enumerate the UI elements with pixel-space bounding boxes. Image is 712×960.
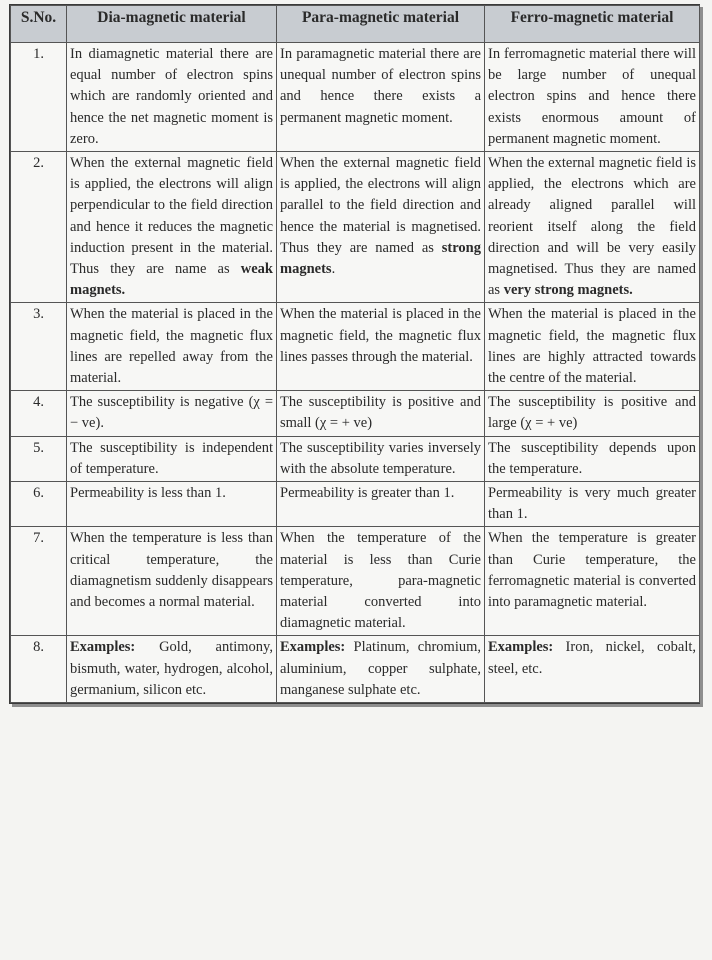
examples-label: Examples: — [70, 639, 136, 656]
ferro-cell: Permeability is very much greater than 1. — [485, 482, 700, 527]
magnetic-materials-table — [10, 5, 700, 703]
row-number: 4. — [11, 391, 67, 436]
ferro-cell: When the material is placed in the magnetic field, the magnetic flux lines are highly attracted towards the centre of the material. — [485, 303, 700, 391]
ferro-cell: When the temperature is greater than Curie temperature, the ferromagnetic material is converted into paramagnetic material. — [485, 527, 700, 636]
row-number: 1. — [11, 43, 67, 152]
header-sno: S.No. — [11, 6, 67, 43]
table-row — [11, 152, 700, 303]
header-ferro: Ferro-magnetic material — [485, 6, 700, 43]
para-cell: The susceptibility varies inversely with the absolute temperature. — [277, 436, 485, 481]
dia-text: When the external magnetic field is applied, the electrons will align perpendicular to the field direction and hence it reduces the magnetic induction present in the material. Thus they are name as — [70, 155, 273, 278]
dia-cell: When the material is placed in the magnetic field, the magnetic flux lines are repelled away from the material. — [67, 303, 277, 391]
ferro-cell — [485, 636, 700, 703]
dia-cell: When the temperature is less than critical temperature, the diamagnetism suddenly disappears and becomes a normal material. — [67, 527, 277, 636]
comparison-table-frame — [9, 4, 700, 704]
table-row — [11, 527, 700, 636]
dia-cell — [67, 636, 277, 703]
para-cell: The susceptibility is positive and small (χ = + ve) — [277, 391, 485, 436]
row-number: 5. — [11, 436, 67, 481]
dia-cell: The susceptibility is negative (χ = − ve). — [67, 391, 277, 436]
dia-keyword: weak magnets. — [70, 261, 273, 299]
header-row — [11, 6, 700, 43]
table-row — [11, 436, 700, 481]
header-dia: Dia-magnetic material — [67, 6, 277, 43]
para-examples: Platinum, chromium, aluminium, copper sulphate, manganese sulphate etc. — [280, 639, 481, 698]
ferro-keyword: very strong magnets. — [503, 282, 633, 299]
dia-cell: The susceptibility is independent of temperature. — [67, 436, 277, 481]
row-number: 7. — [11, 527, 67, 636]
para-cell: Permeability is greater than 1. — [277, 482, 485, 527]
para-text: When the external magnetic field is applied, the electrons will align parallel to the field direction and hence the material is magnetised. Thus they are named as — [280, 155, 481, 256]
para-keyword: strong magnets — [280, 239, 481, 278]
header-para: Para-magnetic material — [277, 6, 485, 43]
table-row — [11, 482, 700, 527]
table-row — [11, 636, 700, 703]
dia-cell: Permeability is less than 1. — [67, 482, 277, 527]
para-cell: When the material is placed in the magnetic field, the magnetic flux lines passes through the material. — [277, 303, 485, 391]
row-number: 6. — [11, 482, 67, 527]
ferro-cell — [485, 152, 700, 303]
table-row — [11, 303, 700, 391]
ferro-cell: The susceptibility is positive and large (χ = + ve) — [485, 391, 700, 436]
para-cell — [277, 152, 485, 303]
examples-label: Examples: — [488, 639, 554, 656]
table-row — [11, 391, 700, 436]
para-tail: . — [331, 261, 336, 278]
ferro-cell: In ferromagnetic material there will be large number of unequal electron spins and hence there exists enormous amount of permanent magnetic moment. — [485, 43, 700, 152]
dia-examples: Gold, antimony, bismuth, water, hydrogen, alcohol, germanium, silicon etc. — [70, 639, 273, 698]
table-row — [11, 43, 700, 152]
ferro-examples: Iron, nickel, cobalt, steel, etc. — [488, 639, 697, 677]
row-number: 2. — [11, 152, 67, 303]
examples-label: Examples: — [280, 639, 346, 656]
row-number: 3. — [11, 303, 67, 391]
para-cell: When the temperature of the material is less than Curie temperature, para-magnetic material converted into diamagnetic material. — [277, 527, 485, 636]
ferro-cell: The susceptibility depends upon the temperature. — [485, 436, 700, 481]
ferro-text: When the external magnetic field is applied, the electrons which are already aligned parallel will reorient itself along the field direction and will be very easily magnetised. Thus they are named as — [488, 155, 696, 299]
dia-cell: In diamagnetic material there are equal number of electron spins which are randomly oriented and hence the net magnetic moment is zero. — [67, 43, 277, 152]
para-cell — [277, 636, 485, 703]
para-cell: In paramagnetic material there are unequal number of electron spins and hence there exists a permanent magnetic moment. — [277, 43, 485, 152]
row-number: 8. — [11, 636, 67, 703]
dia-cell — [67, 152, 277, 303]
